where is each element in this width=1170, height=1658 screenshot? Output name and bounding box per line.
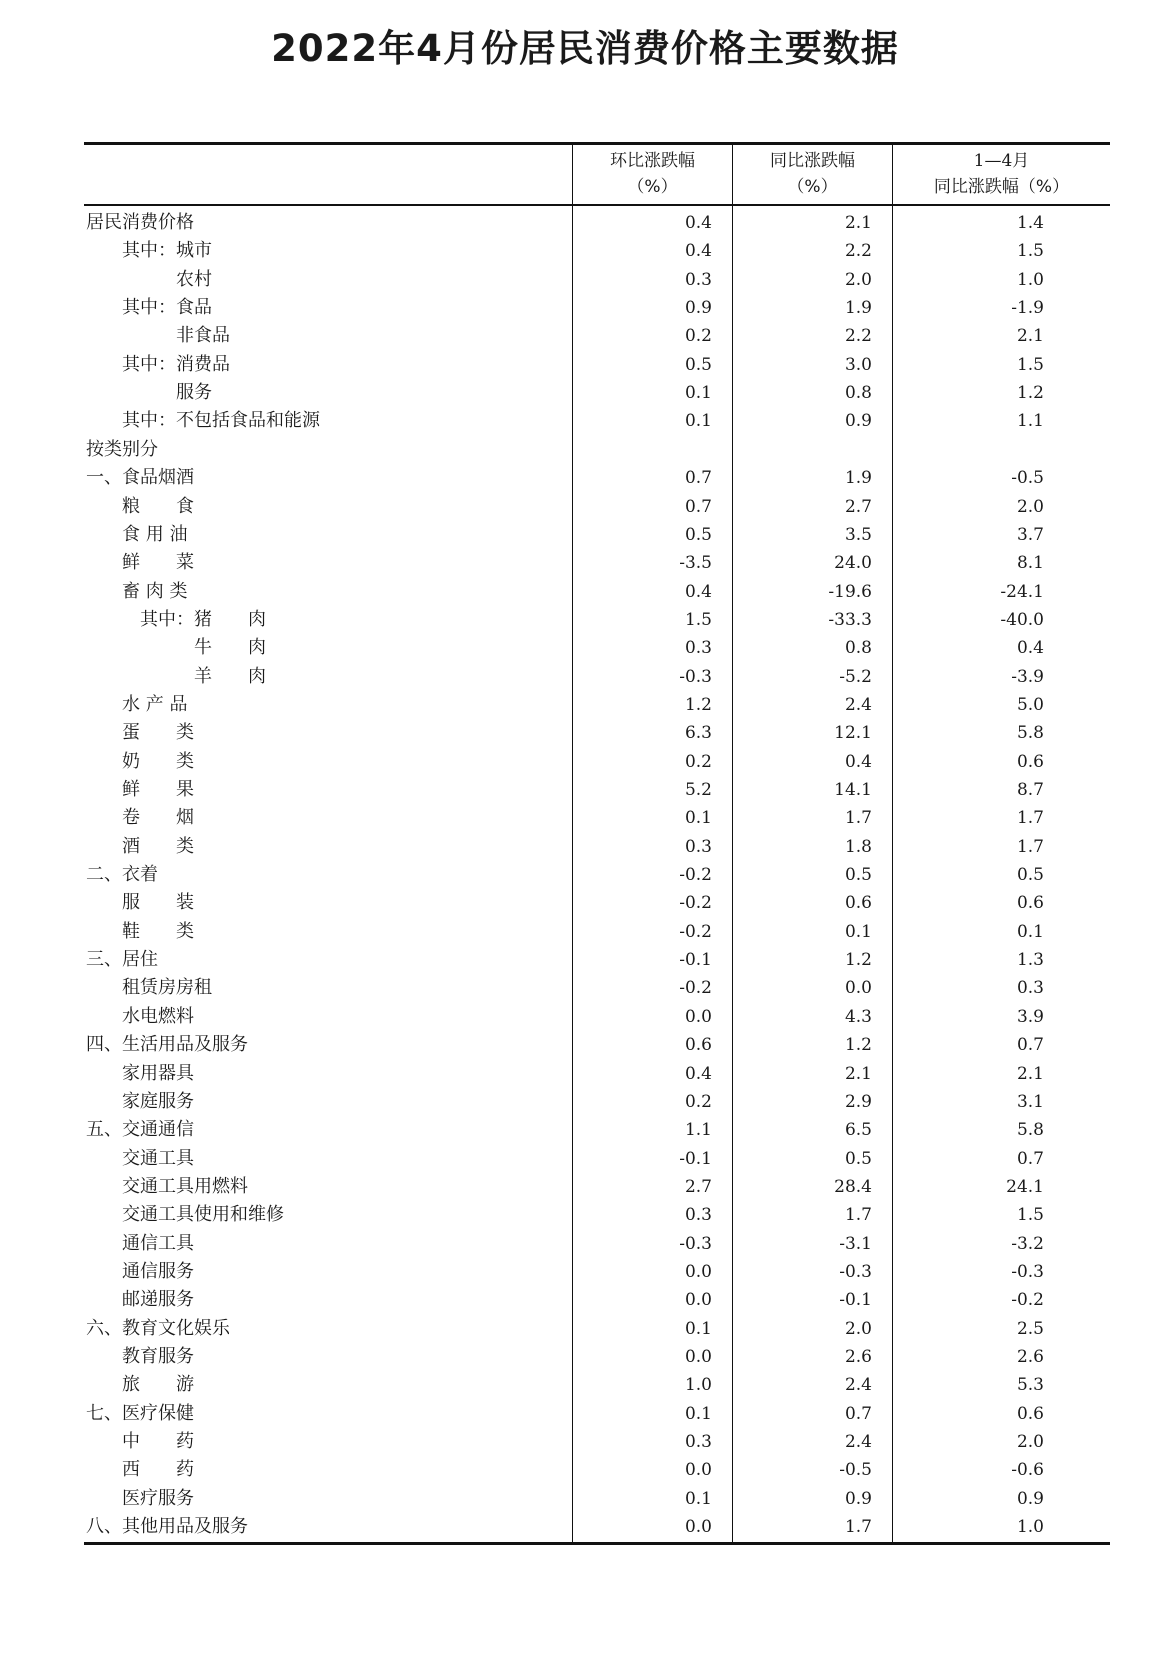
yoy-value: 28.4	[834, 1176, 872, 1197]
row-label: 卷 烟	[122, 807, 194, 829]
table-row	[84, 1370, 1110, 1400]
table-row	[84, 803, 1110, 833]
row-label: 通信服务	[122, 1260, 194, 1282]
yoy-value: 2.1	[844, 1063, 872, 1084]
ytd-value: 1.0	[1016, 269, 1044, 290]
ytd-value: -1.9	[1011, 298, 1044, 319]
ytd-value: 1.7	[1016, 808, 1044, 829]
mom-value: 5.2	[684, 780, 712, 800]
yoy-value: 14.1	[834, 780, 872, 800]
table-row	[84, 832, 1110, 862]
yoy-value: 0.5	[844, 865, 872, 886]
row-label: 六、教育文化娱乐	[86, 1317, 230, 1339]
table-row	[84, 1087, 1110, 1117]
ytd-value: -0.6	[1011, 1460, 1044, 1481]
table-row	[84, 435, 1110, 465]
table-row	[84, 548, 1110, 578]
table-row	[84, 463, 1110, 493]
table-row	[84, 662, 1110, 692]
row-label: 蛋 类	[122, 722, 194, 744]
row-label: 农村	[176, 268, 212, 290]
row-label: 畜 肉 类	[122, 580, 188, 602]
ytd-value: 0.6	[1016, 1403, 1044, 1424]
yoy-value: 2.1	[844, 213, 872, 233]
table-row	[84, 1172, 1110, 1202]
mom-value: 0.9	[684, 298, 712, 319]
ytd-value: 0.9	[1016, 1488, 1044, 1509]
mom-value: 0.7	[684, 468, 712, 489]
ytd-value: 2.1	[1016, 1063, 1044, 1084]
row-label: 居民消费价格	[86, 212, 194, 233]
ytd-value: 1.5	[1016, 354, 1044, 375]
table-row	[84, 973, 1110, 1003]
yoy-value: -33.3	[828, 609, 872, 630]
header-mom	[573, 148, 732, 200]
table-row	[84, 1512, 1110, 1542]
ytd-value: 0.7	[1016, 1035, 1044, 1056]
table-row	[84, 265, 1110, 295]
row-label: 五、交通通信	[86, 1119, 194, 1141]
ytd-value: 0.5	[1016, 865, 1044, 886]
row-label: 四、生活用品及服务	[86, 1034, 248, 1056]
row-label: 服务	[176, 382, 212, 404]
mom-value: 0.1	[684, 383, 712, 404]
mom-value: -0.2	[679, 865, 712, 886]
header-rule	[84, 204, 1110, 206]
table-row	[84, 1229, 1110, 1259]
ytd-value: 1.1	[1016, 411, 1044, 432]
table-row	[84, 860, 1110, 890]
yoy-value: 2.4	[844, 694, 872, 715]
table-row	[84, 1399, 1110, 1429]
table-row	[84, 917, 1110, 947]
mom-value: 0.3	[684, 1205, 712, 1226]
mom-value: -0.2	[679, 978, 712, 999]
mom-value: 1.1	[684, 1120, 712, 1141]
yoy-value: 0.7	[844, 1403, 872, 1424]
table-row	[84, 293, 1110, 323]
mom-value: 0.3	[684, 1432, 712, 1453]
row-label: 交通工具用燃料	[122, 1175, 248, 1197]
table-bottom-rule	[84, 1542, 1110, 1545]
row-label: 中 药	[122, 1431, 194, 1453]
table-row	[84, 1455, 1110, 1485]
ytd-value: 1.3	[1016, 950, 1044, 971]
mom-value: 0.4	[684, 581, 712, 602]
mom-value: -0.3	[679, 1233, 712, 1254]
table-row	[84, 1427, 1110, 1457]
header-yoy-line2: （%）	[787, 177, 838, 197]
yoy-value: 0.5	[844, 1148, 872, 1169]
yoy-value: 1.9	[844, 298, 872, 319]
row-label: 水电燃料	[122, 1005, 194, 1027]
mom-value: 1.2	[684, 694, 712, 715]
mom-value: 0.3	[684, 638, 712, 659]
mom-value: -0.2	[679, 893, 712, 914]
yoy-value: 0.9	[844, 411, 872, 432]
mom-value: 0.4	[684, 241, 712, 262]
yoy-value: 0.8	[844, 383, 872, 404]
table-row	[84, 1144, 1110, 1174]
mom-value: 0.4	[684, 213, 712, 233]
ytd-value: 1.5	[1016, 1205, 1044, 1226]
mom-value: 0.0	[684, 1460, 712, 1481]
ytd-value: -0.3	[1011, 1261, 1044, 1282]
table-row	[84, 1257, 1110, 1287]
yoy-value: 12.1	[834, 723, 872, 744]
table-row	[84, 605, 1110, 635]
table-row	[84, 1059, 1110, 1089]
mom-value: 0.5	[684, 524, 712, 545]
mom-value: 0.0	[684, 1006, 712, 1027]
row-label: 粮 食	[122, 495, 194, 517]
ytd-value: 2.0	[1016, 1432, 1044, 1453]
row-label: 服 装	[122, 892, 194, 914]
mom-value: 0.1	[684, 1488, 712, 1509]
table-row	[84, 945, 1110, 975]
ytd-value: -40.0	[1000, 609, 1044, 630]
yoy-value: -5.2	[839, 666, 872, 687]
yoy-value: 1.7	[844, 1205, 872, 1226]
row-label: 鲜 菜	[122, 552, 194, 574]
table-row	[84, 350, 1110, 380]
ytd-value: -0.2	[1011, 1290, 1044, 1311]
ytd-value: 0.3	[1016, 978, 1044, 999]
yoy-value: 1.8	[844, 836, 872, 857]
row-label: 奶 类	[122, 750, 194, 772]
mom-value: 0.0	[684, 1517, 712, 1538]
table-row	[84, 492, 1110, 522]
row-label: 家用器具	[122, 1062, 194, 1084]
header-yoy-line1: 同比涨跌幅	[770, 151, 855, 171]
ytd-value: 1.5	[1016, 241, 1044, 262]
row-label: 八、其他用品及服务	[86, 1516, 248, 1538]
ytd-value: 1.2	[1016, 383, 1044, 404]
table-row	[84, 1200, 1110, 1230]
yoy-value: 6.5	[844, 1120, 872, 1141]
ytd-value: 0.7	[1016, 1148, 1044, 1169]
ytd-value: 0.6	[1016, 751, 1044, 772]
yoy-value: 2.4	[844, 1432, 872, 1453]
yoy-value: 1.2	[844, 950, 872, 971]
mom-value: 0.0	[684, 1290, 712, 1311]
yoy-value: 0.4	[844, 751, 872, 772]
ytd-value: 24.1	[1006, 1176, 1044, 1197]
mom-value: -3.5	[679, 553, 712, 574]
ytd-value: 3.7	[1016, 524, 1044, 545]
ytd-value: 1.7	[1016, 836, 1044, 857]
mom-value: 6.3	[684, 723, 712, 744]
ytd-value: 1.4	[1016, 213, 1044, 233]
ytd-value: 2.6	[1016, 1347, 1044, 1367]
yoy-value: 1.9	[844, 468, 872, 489]
table-top-rule	[84, 142, 1110, 145]
row-label: 邮递服务	[122, 1289, 194, 1311]
header-ytd-line1: 1—4月	[973, 151, 1030, 171]
table-row	[84, 520, 1110, 550]
table-row	[84, 1342, 1110, 1372]
row-label: 交通工具	[122, 1147, 194, 1169]
table-row	[84, 1115, 1110, 1145]
yoy-value: 1.7	[844, 808, 872, 829]
row-label: 交通工具使用和维修	[122, 1204, 284, 1226]
table-row	[84, 888, 1110, 918]
ytd-value: 5.8	[1016, 723, 1044, 744]
mom-value: 0.2	[684, 326, 712, 347]
mom-value: -0.1	[679, 950, 712, 971]
ytd-value: 3.1	[1016, 1091, 1044, 1112]
table-row	[84, 747, 1110, 777]
ytd-value: 5.8	[1016, 1120, 1044, 1141]
yoy-value: 1.7	[844, 1517, 872, 1538]
ytd-value: 0.4	[1016, 638, 1044, 659]
yoy-value: 4.3	[844, 1006, 872, 1027]
yoy-value: 0.6	[844, 893, 872, 914]
ytd-value: 2.1	[1016, 326, 1044, 347]
ytd-value: 0.1	[1016, 921, 1044, 942]
row-label: 二、衣着	[86, 864, 158, 886]
mom-value: 0.3	[684, 836, 712, 857]
row-label: 其中：食品	[122, 297, 212, 319]
ytd-value: -3.9	[1011, 666, 1044, 687]
mom-value: 0.0	[684, 1347, 712, 1367]
row-label: 教育服务	[122, 1346, 194, 1367]
yoy-value: 2.0	[844, 1318, 872, 1339]
ytd-value: -3.2	[1011, 1233, 1044, 1254]
yoy-value: -3.1	[839, 1233, 872, 1254]
header-mom-line2: （%）	[627, 177, 678, 197]
mom-value: 0.1	[684, 1403, 712, 1424]
yoy-value: 0.9	[844, 1488, 872, 1509]
table-row	[84, 690, 1110, 720]
row-label: 羊 肉	[194, 665, 266, 687]
table-row	[84, 236, 1110, 266]
mom-value: 0.5	[684, 354, 712, 375]
ytd-value: 3.9	[1016, 1006, 1044, 1027]
row-label: 通信工具	[122, 1232, 194, 1254]
row-label: 鞋 类	[122, 920, 194, 942]
mom-value: 0.1	[684, 1318, 712, 1339]
yoy-value: 0.1	[844, 921, 872, 942]
row-label: 牛 肉	[194, 637, 266, 659]
yoy-value: 2.9	[844, 1091, 872, 1112]
mom-value: 0.1	[684, 808, 712, 829]
row-label: 其中：消费品	[122, 353, 230, 375]
yoy-value: 0.0	[844, 978, 872, 999]
row-label: 鲜 果	[122, 779, 194, 800]
yoy-value: 2.2	[844, 326, 872, 347]
mom-value: 0.2	[684, 1091, 712, 1112]
table-row	[84, 321, 1110, 351]
header-yoy	[733, 148, 892, 200]
row-label: 其中：不包括食品和能源	[122, 410, 320, 432]
row-label: 三、居住	[86, 949, 158, 971]
table-row	[84, 406, 1110, 436]
table-row	[84, 1030, 1110, 1060]
yoy-value: 0.8	[844, 638, 872, 659]
row-label: 非食品	[176, 325, 230, 347]
table-row	[84, 208, 1110, 238]
mom-value: 1.5	[684, 609, 712, 630]
table-row	[84, 577, 1110, 607]
row-label: 家庭服务	[122, 1090, 194, 1112]
ytd-value: 8.1	[1016, 553, 1044, 574]
row-label: 西 药	[122, 1459, 194, 1481]
row-label: 按类别分	[86, 438, 158, 460]
ytd-value: 5.3	[1016, 1375, 1044, 1396]
mom-value: -0.3	[679, 666, 712, 687]
mom-value: 0.4	[684, 1063, 712, 1084]
page-title: 2022年4月份居民消费价格主要数据	[271, 27, 899, 70]
yoy-value: 3.5	[844, 524, 872, 545]
mom-value: 0.1	[684, 411, 712, 432]
row-label: 一、食品烟酒	[86, 467, 194, 489]
row-label: 水 产 品	[122, 693, 188, 715]
table-row	[84, 718, 1110, 748]
mom-value: 0.6	[684, 1035, 712, 1056]
yoy-value: -19.6	[828, 581, 872, 602]
ytd-value: 1.0	[1016, 1517, 1044, 1538]
ytd-value: 2.0	[1016, 496, 1044, 517]
table-row	[84, 378, 1110, 408]
mom-value: 1.0	[684, 1375, 712, 1396]
row-label: 其中：猪 肉	[140, 608, 266, 630]
table-row	[84, 775, 1110, 805]
ytd-value: -0.5	[1011, 468, 1044, 489]
mom-value: 0.7	[684, 496, 712, 517]
row-label: 其中：城市	[122, 240, 212, 262]
ytd-value: 2.5	[1016, 1318, 1044, 1339]
ytd-value: 0.6	[1016, 893, 1044, 914]
yoy-value: 24.0	[834, 553, 872, 574]
row-label: 食 用 油	[122, 523, 188, 545]
mom-value: 0.2	[684, 751, 712, 772]
ytd-value: 5.0	[1016, 694, 1044, 715]
yoy-value: -0.5	[839, 1460, 872, 1481]
yoy-value: 2.0	[844, 269, 872, 290]
yoy-value: -0.3	[839, 1261, 872, 1282]
table-row	[84, 1484, 1110, 1514]
row-label: 酒 类	[122, 835, 194, 857]
header-ytd-line2: 同比涨跌幅（%）	[933, 177, 1070, 197]
yoy-value: 2.2	[844, 241, 872, 262]
yoy-value: 2.4	[844, 1375, 872, 1396]
table-row	[84, 1002, 1110, 1032]
row-label: 旅 游	[122, 1374, 194, 1396]
mom-value: 2.7	[684, 1176, 712, 1197]
mom-value: 0.3	[684, 269, 712, 290]
mom-value: 0.0	[684, 1261, 712, 1282]
row-label: 租赁房房租	[122, 977, 212, 999]
mom-value: -0.1	[679, 1148, 712, 1169]
yoy-value: 2.6	[844, 1347, 872, 1367]
yoy-value: -0.1	[839, 1290, 872, 1311]
ytd-value: -24.1	[1000, 581, 1044, 602]
row-label: 七、医疗保健	[86, 1402, 194, 1424]
table-row	[84, 633, 1110, 663]
yoy-value: 2.7	[844, 496, 872, 517]
mom-value: -0.2	[679, 921, 712, 942]
table-row	[84, 1285, 1110, 1315]
header-ytd	[893, 148, 1110, 200]
ytd-value: 8.7	[1016, 780, 1044, 800]
header-mom-line1: 环比涨跌幅	[610, 151, 695, 171]
row-label: 医疗服务	[122, 1487, 194, 1509]
table-row	[84, 1314, 1110, 1344]
yoy-value: 1.2	[844, 1035, 872, 1056]
yoy-value: 3.0	[844, 354, 872, 375]
